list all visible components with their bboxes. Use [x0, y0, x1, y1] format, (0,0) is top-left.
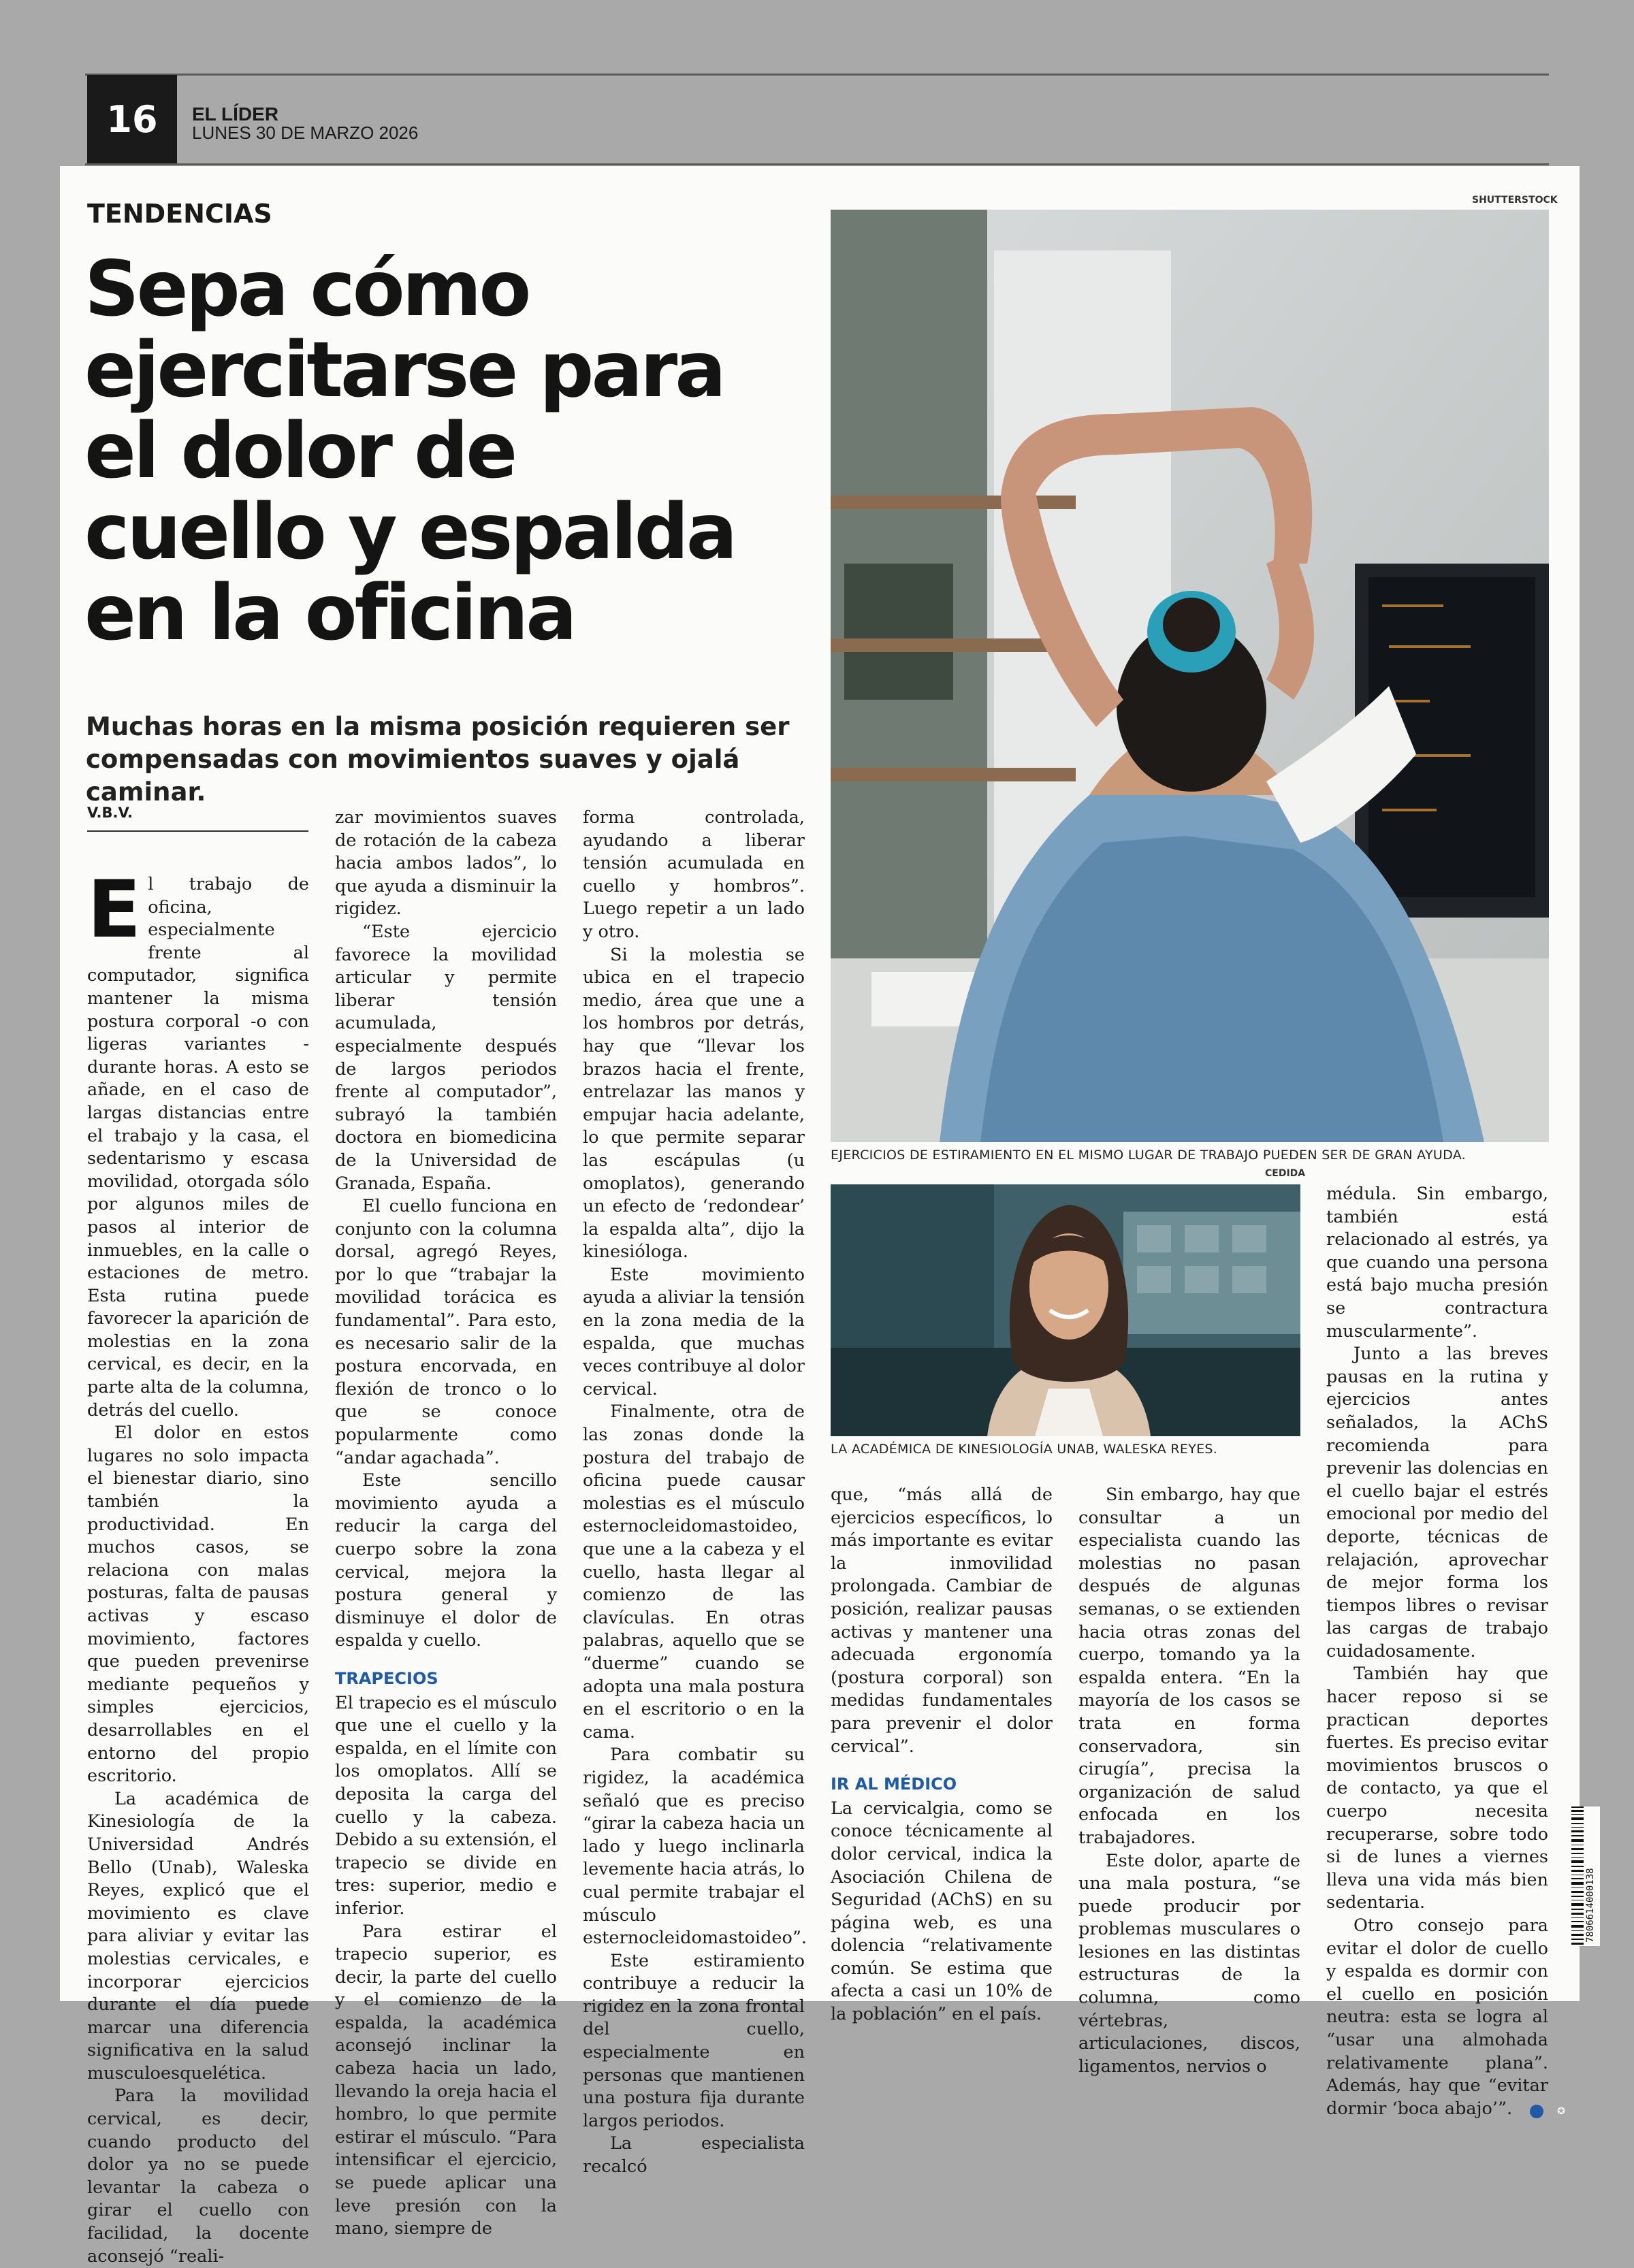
paragraph-text: l trabajo de oficina, especialmente frente al computador, significa mantener la misma postura corporal -o con ligeras variantes -durante horas. A esto se añade, en el caso de largas distancias entre el trabajo y la casa, el sedentarismo y escasa movilidad, otorgada sólo por algunos miles de pasos al interior de inmuebles, en la calle o estaciones de metro. Esta rutina puede favorecer la aparición de molestias en la zona cervical, es decir, en la parte alta de la columna, detrás del cuello.	[87, 874, 309, 1421]
subhead	[86, 711, 835, 809]
paragraph: La académica de Kinesiología de la Universidad Andrés Bello (Unab), Waleska Reyes, explicó que el movimiento es clave para aliviar y evitar las molestias cervicales, e incorporar ejercicios durante el día puede marcar una diferencia significativa en la salud musculoesquelética.	[87, 1788, 309, 2084]
paragraph: Junto a las breves pausas en la rutina y ejercicios antes señalados, la AChS recomienda para prevenir las dolencias en el cuello bajar el estrés emocional por medio del deporte, técnicas de relajación, aprovechar de mejor forma los tiempos libres o revisar las cargas de trabajo cuidadosamente.	[1326, 1344, 1548, 1662]
portrait-image	[831, 1184, 1300, 1436]
barcode-image	[1569, 1807, 1600, 1946]
main-photo	[831, 210, 1549, 1142]
newspaper-name: EL LÍDER	[192, 103, 279, 125]
paragraph: Si la molestia se ubica en el trapecio medio, área que une a los hombros por detrás, hay que “llevar los brazos hacia el frente, entrelazar las manos y empujar hacia adelante, lo que permite separar las escápulas (u omoplatos), generando un efecto de ‘redondear’ la espalda alta”, dijo la kinesióloga.	[583, 944, 805, 1263]
column-5	[1078, 1484, 1300, 2078]
paragraph: que, “más allá de ejercicios específicos, lo más importante es evitar la inmovilidad prolongada. Cambiar de posición, realizar pausas activas y mantener una adecuada ergonomía (postura corporal) son medidas fundamentales para prevenir el dolor cervical”.	[831, 1485, 1053, 1757]
paragraph: Sin embargo, hay que consultar a un especialista cuando las molestias no pasan después de algunas semanas, o se extienden hacia otras zonas del cuerpo, tomando ya la espalda entera. “En la mayoría de los casos se trata en forma conservadora, sin cirugía”, precisa la organización de salud enfocada en los trabajadores.	[1078, 1485, 1300, 1848]
headline-line: cuello y espalda	[84, 488, 735, 577]
subtitle-trapecios: TRAPECIOS	[335, 1668, 438, 1688]
paragraph: Para estirar el trapecio superior, es decir, la parte del cuello y el comienzo de la espalda, la académica aconsejó inclinar la cabeza hacia un lado, llevando la oreja hacia el hombro, lo que permite estirar el músculo. “Para intensificar el ejercicio, se puede aplicar una leve presión con la mano, siempre de	[335, 1921, 557, 2239]
top-rule	[85, 74, 1549, 76]
paragraph: Este estiramiento contribuye a reducir la rigidez en la zona frontal del cuello, especialmente en personas que mantienen una postura fija durante largos periodos.	[583, 1950, 805, 2131]
photo-credit: SHUTTERSTOCK	[1472, 195, 1558, 206]
column-2	[335, 807, 557, 2241]
barcode-number: 7806614000138	[1585, 1868, 1596, 1943]
paragraph: Este dolor, aparte de una mala postura, “se puede producir por problemas musculares o lesiones en las distintas estructuras de la columna, como vértebras, articulaciones, discos, ligamentos, nervios o	[1078, 1850, 1300, 2077]
portrait-credit: CEDIDA	[1265, 1168, 1306, 1179]
paragraph: El trapecio es el músculo que une el cuello y la espalda, en el límite con los omoplatos. Allí se deposita la carga del cuello y la cabeza. Debido a su extensión, el trapecio se divide en tres: superior, medio e inferior.	[335, 1692, 557, 1919]
headline-line: Sepa cómo	[84, 245, 529, 334]
portrait-photo	[831, 1184, 1300, 1436]
section-label: TENDENCIAS	[87, 199, 272, 229]
subtitle-ir-al-medico: IR AL MÉDICO	[831, 1775, 957, 1794]
paragraph: La cervicalgia, como se conoce técnicamente al dolor cervical, indica la Asociación Chilena de Seguridad (AChS) en su página web, es una dolencia “relativamente común. Se estima que afecta a casi un 10% de la población” en el país.	[831, 1798, 1053, 2025]
paragraph: zar movimientos suaves de rotación de la cabeza hacia ambos lados”, lo que ayuda a disminuir la rigidez.	[335, 807, 557, 920]
headline-line: en la oficina	[84, 569, 575, 658]
column-3	[583, 807, 805, 2179]
paragraph: forma controlada, ayudando a liberar tensión acumulada en cuello y hombros”. Luego repetir a un lado y otro.	[583, 807, 805, 942]
main-photo-caption: EJERCICIOS DE ESTIRAMIENTO EN EL MISMO LUGAR DE TRABAJO PUEDEN SER DE GRAN AYUDA.	[831, 1148, 1467, 1163]
headline-line: ejercitarse para	[84, 326, 724, 415]
paragraph: Finalmente, otra de las zonas donde la postura del trabajo de oficina puede causar molestias es el músculo esternocleidomastoideo, que une a la cabeza y el cuello, hasta llegar al comienzo de las clavículas. En otras palabras, aquello que se “duerme” cuando se adopta una mala postura en el escritorio o en la cama.	[583, 1402, 805, 1743]
subhead-line: Muchas horas en la misma posición requieren ser	[86, 712, 790, 741]
paragraph	[87, 864, 309, 1422]
issue-date: LUNES 30 DE MARZO 2026	[192, 123, 419, 143]
paragraph: También hay que hacer reposo si se practican deportes fuertes. Es preciso evitar movimientos bruscos o de contacto, ya que el cuerpo necesita recuperarse, sobre todo si de lunes a viernes lleva una vida más bien sedentaria.	[1326, 1664, 1548, 1913]
headline-line: el dolor de	[84, 407, 515, 496]
headline	[84, 245, 820, 658]
barcode	[1569, 1807, 1600, 1946]
paragraph: La especialista recalcó	[583, 2133, 805, 2177]
paragraph: El dolor en estos lugares no solo impacta el bienestar diario, sino también la productividad. En muchos casos, se relaciona con malas posturas, falta de pausas activas y escaso movimiento, factores que pueden prevenirse mediante pequeños y simples ejercicios, desarrollables en el entorno del propio escritorio.	[87, 1423, 309, 1787]
column-1	[87, 864, 309, 2268]
paragraph: Para la movilidad cervical, es decir, cuando producto del dolor ya no se puede levantar la cabeza o girar el cuello con facilidad, la docente aconsejó “reali-	[87, 2086, 309, 2267]
page-number: 16	[87, 75, 177, 163]
paragraph: “Este ejercicio favorece la movilidad articular y permite liberar tensión acumulada, especialmente después de largos periodos frente al computador”, subrayó la también doctora en biomedicina de la Universidad de Granada, España.	[335, 921, 557, 1194]
paragraph: Para combatir su rigidez, la académica señaló que es preciso “girar la cabeza hacia un lado y luego inclinarla levemente hacia atrás, lo cual permite trabajar el músculo esternocleidomastoideo”.	[583, 1745, 807, 1949]
drop-cap: E	[87, 864, 142, 956]
column-6	[1326, 1183, 1565, 2120]
woman-stretching-image	[831, 210, 1549, 1142]
end-of-article-icon: ✪	[1530, 2105, 1543, 2118]
masthead-rule	[85, 163, 1549, 165]
paragraph: Este movimiento ayuda a aliviar la tensión en la zona media de la espalda, que muchas veces contribuye al dolor cervical.	[583, 1264, 805, 1399]
paragraph: médula. Sin embargo, también está relacionado al estrés, ya que cuando una persona está bajo mucha presión se contractura muscularmente”.	[1326, 1184, 1548, 1342]
paragraph	[1326, 1915, 1565, 2120]
paragraph: Este sencillo movimiento ayuda a reducir la carga del cuerpo sobre la zona cervical, mejora la postura general y disminuye el dolor de espalda y cuello.	[335, 1470, 557, 1651]
paragraph-text: Otro consejo para evitar el dolor de cuello y espalda es dormir con el cuello en posición neutra: esta se logra al “usar una almohada relativamente plana”. Además, hay que “evitar dormir ‘boca abajo’”.	[1326, 1915, 1548, 2119]
column-4	[831, 1484, 1053, 2026]
portrait-caption: LA ACADÉMICA DE KINESIOLOGÍA UNAB, WALESKA REYES.	[831, 1442, 1218, 1457]
byline: V.B.V.	[87, 805, 308, 832]
paragraph: El cuello funciona en conjunto con la columna dorsal, agregó Reyes, por lo que “trabajar la movilidad torácica es fundamental”. Para esto, es necesario salir de la postura encorvada, en flexión de tronco o lo que se conoce popularmente como “andar agachada”.	[335, 1196, 557, 1468]
subhead-line: compensadas con movimientos suaves y ojalá caminar.	[86, 745, 740, 807]
